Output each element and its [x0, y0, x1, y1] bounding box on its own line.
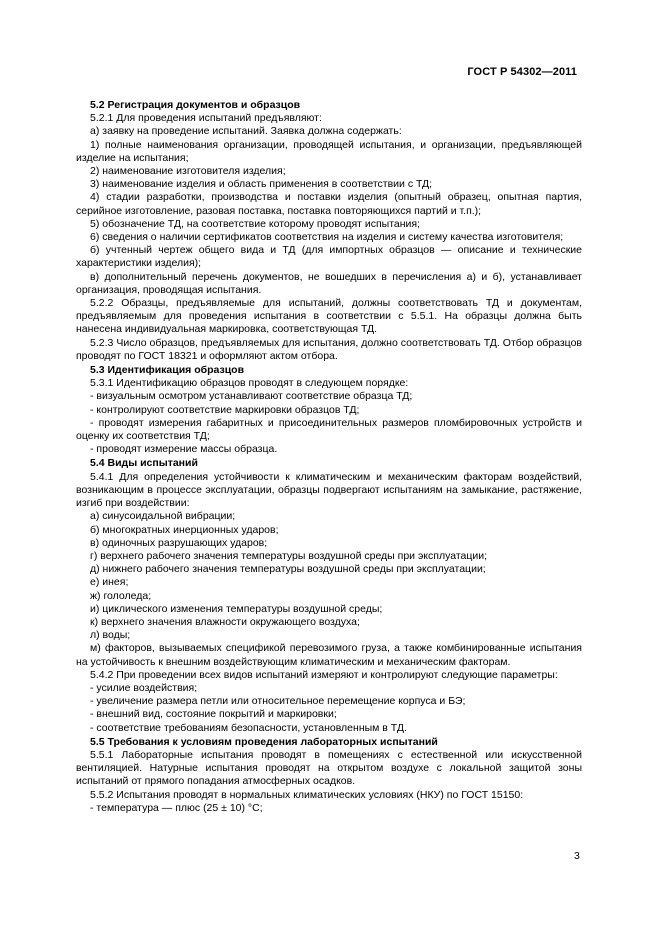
paragraph: е) инея;	[90, 576, 129, 589]
section-heading: 5.5 Требования к условиям проведения лабораторных испытаний	[90, 735, 438, 748]
paragraph: м) факторов, вызываемых спецификой перевозимого груза, а также комбинированные испытания на устойчивость к внешним воздействующим климатическим и механическим факторам.	[76, 642, 582, 668]
paragraph: 5.4.2 При проведении всех видов испытаний измеряют и контролируют следующие параметры:	[90, 668, 558, 681]
paragraph: ж) гололеда;	[90, 589, 152, 602]
paragraph: б) учтенный чертеж общего вида и ТД (для импортных образцов — описание и технические характеристики изделия);	[76, 244, 582, 270]
paragraph: 4) стадии разработки, производства и поставки изделия (опытный образец, опытная партия, серийное изготовление, разовая поставка, поставка повторяющихся партий и т.п.);	[76, 191, 582, 217]
paragraph: - усилие воздействия;	[90, 681, 198, 694]
paragraph: 5.3.1 Идентификацию образцов проводят в следующем порядке:	[90, 377, 409, 390]
page-number: 3	[574, 850, 580, 862]
paragraph: 5.5.2 Испытания проводят в нормальных климатических условиях (НКУ) по ГОСТ 15150:	[90, 788, 524, 801]
paragraph: 5.2.2 Образцы, предъявляемые для испытаний, должны соответствовать ТД и документам, предъявляемым для проведения испытания в соответствии с 5.5.1. На образцы должна быть нанесена индивидуальная маркировка, соответствующая ТД.	[76, 297, 582, 336]
paragraph: д) нижнего рабочего значения температуры воздушной среды при эксплуатации;	[90, 563, 486, 576]
paragraph: - внешний вид, состояние покрытий и маркировки;	[90, 708, 337, 721]
paragraph: 5.5.1 Лабораторные испытания проводят в помещениях с естественной или искусственной вентиляцией. Натурные испытания проводят на открытом воздухе с локальной защитой зоны испытаний от прямого попадания атмосферных осадков.	[76, 748, 582, 788]
paragraph: в) одиночных разрушающих ударов;	[90, 536, 268, 549]
paragraph: 1) полные наименования организации, проводящей испытания, и организации, предъявляющей изделие на испытания;	[76, 138, 582, 164]
paragraph: в) дополнительный перечень документов, не вошедших в перечисления а) и б), устанавливает организация, проводящая испытания.	[76, 270, 582, 296]
paragraph: 5.2.3 Число образцов, предъявляемых для испытания, должно соответствовать ТД. Отбор образцов проводят по ГОСТ 18321 и оформляют актом отбора.	[76, 336, 582, 362]
paragraph: 2) наименование изготовителя изделия;	[90, 165, 286, 178]
paragraph: б) многократных инерционных ударов;	[90, 523, 279, 536]
paragraph: - проводят измерение массы образца.	[90, 443, 278, 456]
paragraph: 5.2.1 Для проведения испытаний предъявляют:	[90, 112, 322, 125]
paragraph: - визуальным осмотром устанавливают соответствие образца ТД;	[90, 390, 413, 403]
paragraph: - температура — плюс (25 ± 10) °С;	[90, 801, 263, 814]
paragraph: - соответствие требованиям безопасности, установленным в ТД.	[90, 721, 407, 734]
paragraph: 5.4.1 Для определения устойчивости к климатическим и механическим факторам воздействий, возникающим в процессе эксплуатации, образцы подвергают испытаниям на замыкание, растяжение, изгиб при воздействии:	[76, 470, 582, 510]
document-header: ГОСТ Р 54302—2011	[467, 66, 577, 78]
section-heading: 5.3 Идентификация образцов	[90, 364, 245, 377]
paragraph: 3) наименование изделия и область применения в соответствии с ТД;	[90, 178, 433, 191]
paragraph: и) циклического изменения температуры воздушной среды;	[90, 602, 383, 615]
paragraph: - контролируют соответствие маркировки образцов ТД;	[90, 403, 360, 416]
paragraph: а) заявку на проведение испытаний. Заявка должна содержать:	[90, 125, 402, 138]
paragraph: а) синусоидальной вибрации;	[90, 510, 236, 523]
document-body	[76, 98, 582, 815]
paragraph: к) верхнего значения влажности окружающего воздуха;	[90, 615, 360, 628]
paragraph: 5) обозначение ТД, на соответствие которому проводят испытания;	[90, 217, 421, 230]
section-heading: 5.2 Регистрация документов и образцов	[90, 99, 301, 111]
paragraph: - увеличение размера петли или относительное перемещение корпуса и БЭ;	[90, 695, 466, 708]
paragraph: - проводят измерения габаритных и присоединительных размеров пломбировочных устройств и оценку их соответствия ТД;	[76, 416, 582, 443]
paragraph: 6) сведения о наличии сертификатов соответствия на изделия и систему качества изготовителя;	[90, 231, 564, 244]
section-heading: 5.4 Виды испытаний	[90, 457, 198, 470]
paragraph: г) верхнего рабочего значения температуры воздушной среды при эксплуатации;	[90, 549, 488, 562]
paragraph: л) воды;	[90, 629, 131, 642]
